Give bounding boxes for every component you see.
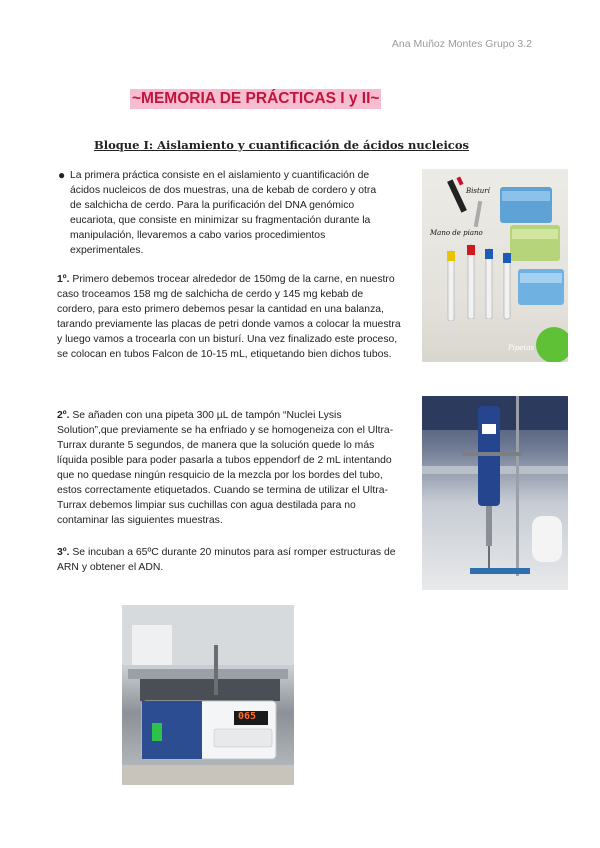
page-title: ~MEMORIA DE PRÁCTICAS I y II~ (132, 90, 380, 107)
intro-bullet (58, 168, 390, 258)
step-1-paragraph (57, 272, 402, 362)
step-1-text: Primero debemos trocear alrededor de 150mg de la carne, en nuestro caso troceamos 158 mg de salchicha de cerdo y 145 mg kebab de cordero, para esto primero debemos pesar la cantidad en una balanza, tarando previamente las placas de petri donde vamos a colocar la muestra y luego vamos a trocearla con un bisturí. Una vez finalizado este proceso, se colocan en tubos Falcon de 10-15 mL, etiquetando bien dichos tubos. (57, 274, 401, 360)
photo-water-bath (122, 605, 294, 785)
header-author: Ana Muñoz Montes Grupo 3.2 (391, 38, 532, 50)
bath-display-readout: 065 (238, 711, 257, 722)
step-3-text: Se incuban a 65ºC durante 20 minutos para así romper estructuras de ARN y obtener el ADN. (57, 547, 396, 573)
photo-homogenizer (422, 396, 568, 590)
homogenizer-illustration (422, 396, 568, 590)
bullet-dot-icon: ● (58, 168, 66, 182)
label-mano-de-piano: Mano de piano (430, 229, 483, 237)
step-2-number: 2º. (57, 410, 70, 421)
step-3-number: 3º. (57, 547, 70, 558)
label-bisturi: Bisturí (466, 187, 490, 195)
intro-bullet-text: La primera práctica consiste en el aislamiento y cuantificación de ácidos nucleicos de dos muestras, una de kebab de cordero y otra de salchicha de cerdo. Para la purificación del DNA genómico eucariota, que consiste en minimizar su fragmentación durante la manipulación, llevaremos a cabo varios procedimientos experimentales. (70, 170, 377, 256)
label-pipetas: Pipetas (508, 344, 535, 352)
section-subtitle: Bloque I: Aislamiento y cuantificación de ácidos nucleicos (94, 138, 469, 152)
water-bath-illustration (122, 605, 294, 785)
photo-pipettes (422, 169, 568, 362)
step-3-paragraph (57, 545, 402, 575)
pipettes-illustration (422, 169, 568, 362)
step-1-number: 1º. (57, 274, 70, 285)
step-2-text: Se añaden con una pipeta 300 µL de tampón “Nuclei Lysis Solution”,que previamente se ha enfriado y se homogeneiza con el Ultra-Turrax durante 5 segundos, de manera que la solución quede lo más líquida posible para poder pasarla a tubos eppendorf de 2 mL intentando que no quedase ningún resquicio de la mezcla por los bordes del tubo, estos correctamente etiquetados. Cuando se termina de utilizar el Ultra-Turrax debemos limpiar sus cuchillas con agua destilada para no contaminar las siguientes muestras. (57, 410, 394, 526)
step-2-paragraph (57, 408, 402, 528)
